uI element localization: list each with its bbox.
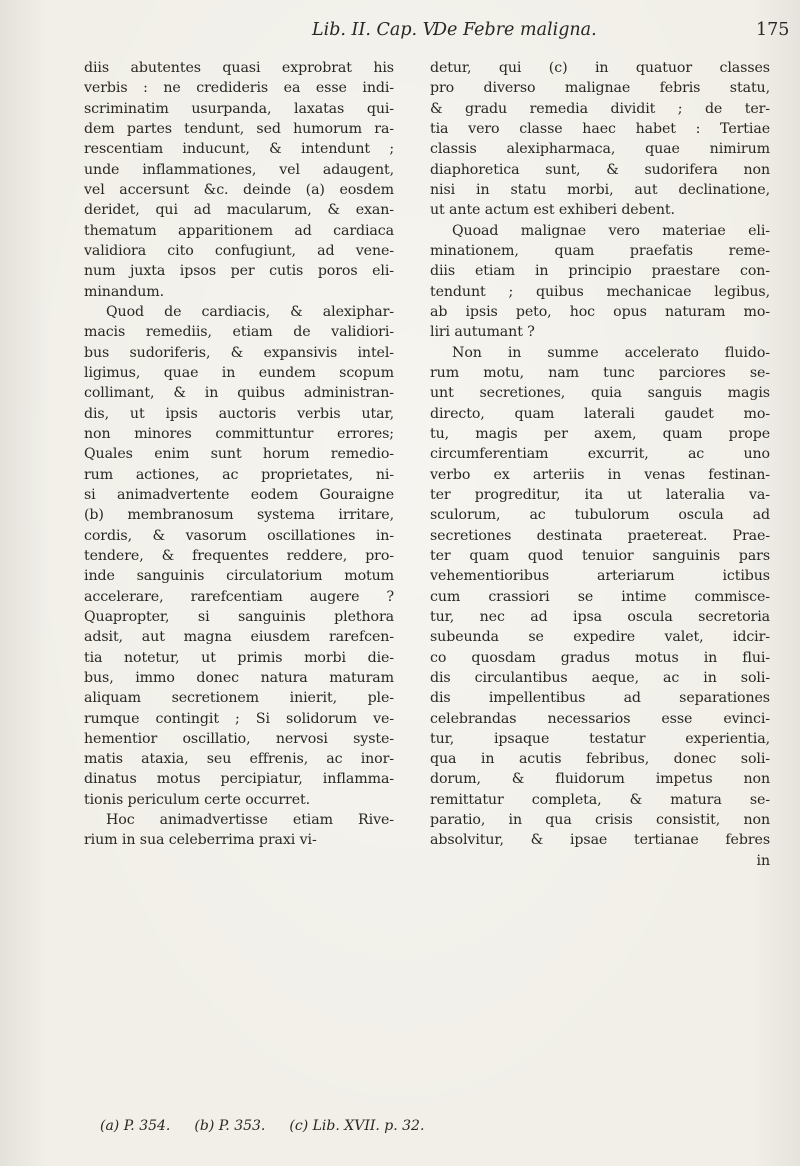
text-line: remittatur completa, & matura se- [430,791,770,808]
text-line: Hoc animadvertisse etiam Rive- [106,812,394,829]
text-line: cum crassiori se intime commisce- [430,588,770,605]
text-line: unde inflammationes, vel adaugent, [84,161,394,178]
left-column [84,58,394,851]
text-line: tendere, & frequentes reddere, pro- [84,547,394,564]
text-line: sculorum, ac tubulorum oscula ad [430,507,770,524]
running-header [0,10,800,40]
text-line: liri autumant ? [430,324,535,341]
page-number: 175 [756,20,790,40]
text-line: validiora cito confugiunt, ad vene- [84,242,394,259]
text-line: inde sanguinis circulatorium motum [84,568,394,585]
text-line: deridet, qui ad macularum, & exan- [84,202,394,219]
text-line: secretiones destinata praetereat. Prae- [430,527,770,544]
text-line: classis alexipharmaca, quae nimirum [430,141,770,158]
text-line: num juxta ipsos per cutis poros eli- [84,263,394,280]
text-line: adsit, aut magna eiusdem rarefcen- [84,629,394,646]
text-line: Quapropter, si sanguinis plethora [84,608,394,625]
text-line: tia vero classe haec habet : Tertiae [430,120,770,137]
text-line: dis, ut ipsis auctoris verbis utar, [84,405,394,422]
text-line: nisi in statu morbi, aut declinatione, [430,181,770,198]
text-line: unt secretiones, quia sanguis magis [430,385,770,402]
text-line: rumque contingit ; Si solidorum ve- [84,710,394,727]
text-line: diis etiam in principio praestare con- [430,263,770,280]
text-line: dem partes tendunt, sed humorum ra- [84,120,394,137]
text-line: diaphoretica sunt, & sudorifera non [430,161,770,178]
text-line: dorum, & fluidorum impetus non [430,771,770,788]
text-line: ter quam quod tenuior sanguinis pars [430,547,770,564]
text-line: tia notetur, ut primis morbi die- [84,649,394,666]
footnotes [100,1118,720,1134]
text-line: rium in sua celeberrima praxi vi- [84,832,317,849]
text-line: paratio, in qua crisis consistit, non [430,812,770,829]
text-line: co quosdam gradus motus in flui- [430,649,770,666]
header-left: Lib. II. Cap. V. [312,20,438,40]
text-line: tu, magis per axem, quam prope [430,425,770,442]
text-line: matis ataxia, seu effrenis, ac inor- [84,751,394,768]
text-line: macis remediis, etiam de validiori- [84,324,394,341]
text-line: tur, ipsaque testatur experientia, [430,730,770,747]
text-line: circumferentiam excurrit, ac uno [430,446,770,463]
footnote: (b) P. 353. [194,1118,266,1134]
text-line: dis circulantibus aeque, ac in soli- [430,669,770,686]
text-line: ter progreditur, ita ut lateralia va- [430,486,770,503]
text-line: thematum apparitionem ad cardiaca [84,222,394,239]
text-line: qua in acutis febribus, donec soli- [430,751,770,768]
text-line: & gradu remedia dividit ; de ter- [430,100,770,117]
footnote: (c) Lib. XVII. p. 32. [289,1118,425,1134]
text-line: (b) membranosum systema irritare, [84,507,394,524]
text-line: verbo ex arteriis in venas festinan- [430,466,770,483]
text-line: directo, quam laterali gaudet mo- [430,405,770,422]
text-line: Quod de cardiacis, & alexiphar- [106,303,394,320]
text-line: minandum. [84,283,165,300]
text-line: diis abutentes quasi exprobrat his [84,60,394,76]
text-line: Quales enim sunt horum remedio- [84,446,394,463]
text-line: rum motu, nam tunc parciores se- [430,364,770,381]
text-line: minationem, quam praefatis reme- [430,242,770,259]
text-line: hementior oscillatio, nervosi syste- [84,730,394,747]
text-line: celebrandas necessarios esse evinci- [430,710,770,727]
text-line: aliquam secretionem inierit, ple- [84,690,394,707]
text-line: tendunt ; quibus mechanicae legibus, [430,283,770,300]
text-line: Non in summe accelerato fluido- [452,344,770,361]
text-line: absolvitur, & ipsae tertianae febres [430,832,770,849]
text-line: accelerare, rarefcentiam augere ? [84,588,394,605]
text-line: rescentiam inducunt, & intendunt ; [84,141,394,158]
text-line: scriminatim usurpanda, laxatas qui- [84,100,394,117]
text-line: bus, immo donec natura maturam [84,669,394,686]
text-line: dis impellentibus ad separationes [430,690,770,707]
text-line: vehementioribus arteriarum ictibus [430,568,770,585]
text-line: cordis, & vasorum oscillationes in- [84,527,394,544]
text-line: Quoad malignae vero materiae eli- [452,222,770,239]
header-right: De Febre maligna. [433,20,597,40]
text-line: ut ante actum est exhiberi debent. [430,202,675,219]
text-line: rum actiones, ac proprietates, ni- [84,466,394,483]
text-line: si animadvertente eodem Gouraigne [84,486,394,503]
text-line: tur, nec ad ipsa oscula secretoria [430,608,770,625]
text-line: subeunda se expedire valet, idcir- [430,629,770,646]
footnote: (a) P. 354. [100,1118,171,1134]
text-line: in [756,852,770,869]
text-line: bus sudoriferis, & expansivis intel- [84,344,394,361]
right-column [430,58,770,871]
text-line: pro diverso malignae febris statu, [430,80,770,97]
text-line: dinatus motus percipiatur, inflamma- [84,771,394,788]
text-line: ab ipsis peto, hoc opus naturam mo- [430,303,770,320]
text-line: vel accersunt &c. deinde (a) eosdem [84,181,394,198]
text-line: tionis periculum certe occurret. [84,791,311,808]
text-line: non minores committuntur errores; [84,425,394,442]
text-line: collimant, & in quibus administran- [84,385,394,402]
text-line: verbis : ne credideris ea esse indi- [84,80,394,97]
text-line: detur, qui (c) in quatuor classes [430,60,770,76]
text-line: ligimus, quae in eundem scopum [84,364,394,381]
